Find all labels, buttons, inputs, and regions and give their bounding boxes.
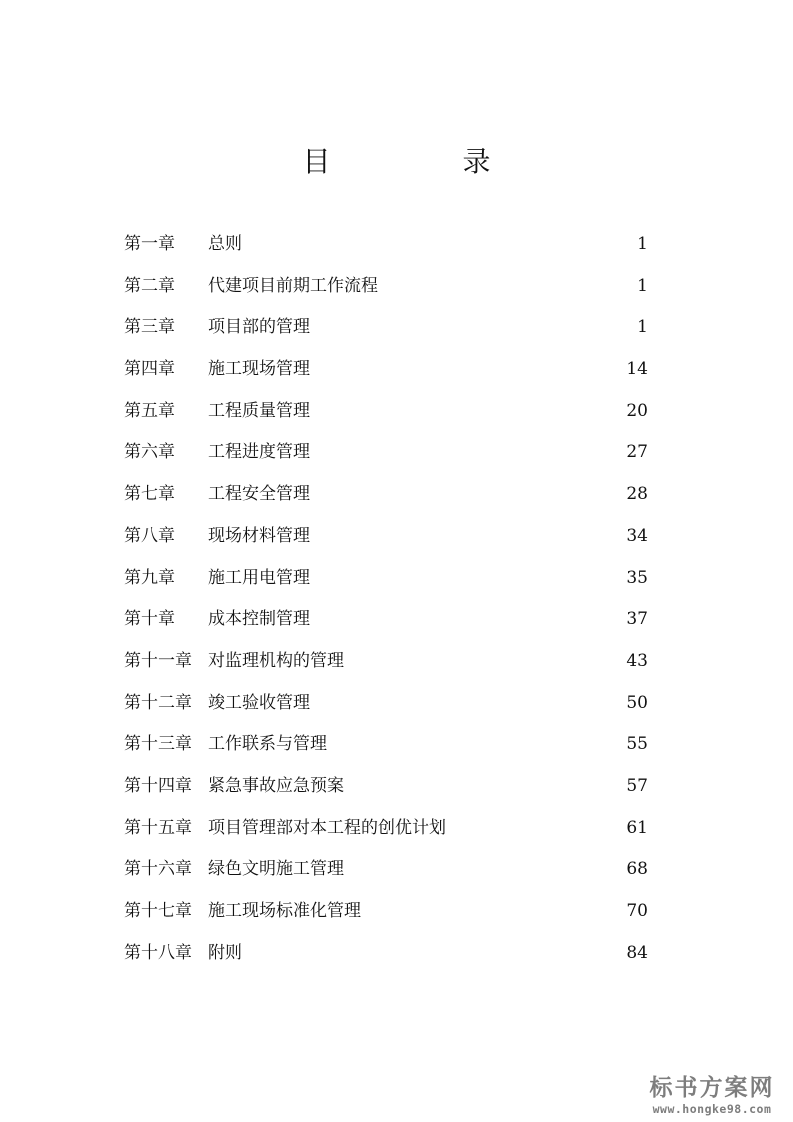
toc-chapter-number: 第十四章: [124, 775, 192, 796]
toc-entry[interactable]: [124, 766, 648, 808]
toc-chapter-number: 第六章: [124, 442, 175, 463]
toc-chapter-title: 紧急事故应急预案: [208, 775, 344, 796]
toc-chapter-title: 工程进度管理: [208, 442, 310, 463]
toc-page-number: 35: [626, 567, 648, 588]
toc-entry[interactable]: [124, 224, 648, 266]
toc-chapter-title: 工作联系与管理: [208, 734, 327, 755]
toc-entry[interactable]: [124, 349, 648, 391]
toc-chapter-title: 项目部的管理: [208, 317, 310, 338]
toc-chapter-title: 对监理机构的管理: [208, 650, 344, 671]
toc-page-number: 1: [637, 275, 648, 296]
toc-page-number: 14: [626, 359, 648, 380]
toc-chapter-title: 绿色文明施工管理: [208, 859, 344, 880]
toc-page-number: 50: [626, 692, 648, 713]
toc-chapter-number: 第五章: [124, 400, 175, 421]
toc-chapter-number: 第二章: [124, 275, 175, 296]
page-title: 目 录: [302, 145, 543, 178]
toc-chapter-number: 第四章: [124, 359, 175, 380]
toc-chapter-title: 代建项目前期工作流程: [208, 275, 378, 296]
toc-chapter-title: 附则: [208, 942, 242, 963]
toc-entry[interactable]: [124, 849, 648, 891]
toc-chapter-number: 第三章: [124, 317, 175, 338]
toc-chapter-title: 工程安全管理: [208, 484, 310, 505]
toc-page-number: 55: [626, 734, 648, 755]
toc-entry[interactable]: [124, 516, 648, 558]
toc-chapter-number: 第十三章: [124, 734, 192, 755]
toc-chapter-number: 第一章: [124, 234, 175, 254]
toc-chapter-title: 施工现场标准化管理: [208, 901, 361, 921]
toc-chapter-number: 第八章: [124, 525, 175, 546]
toc-page-number: 37: [626, 609, 648, 630]
toc-page-number: 70: [626, 901, 648, 921]
toc-page-number: 20: [626, 400, 648, 421]
toc-chapter-number: 第九章: [124, 567, 175, 588]
toc-chapter-number: 第十七章: [124, 901, 192, 921]
toc-entry[interactable]: [124, 891, 648, 933]
toc-page-number: 57: [626, 775, 648, 796]
toc-page-number: 61: [626, 817, 648, 838]
toc-entry[interactable]: [124, 558, 648, 600]
watermark-logo: [639, 1074, 785, 1116]
toc-page-number: 68: [626, 859, 648, 880]
toc-chapter-title: 项目管理部对本工程的创优计划: [208, 817, 446, 838]
toc-page-number: 34: [626, 525, 648, 546]
toc-entry[interactable]: [124, 474, 648, 516]
toc-chapter-number: 第十五章: [124, 817, 192, 838]
toc-page-number: 28: [626, 484, 648, 505]
toc-entry[interactable]: [124, 307, 648, 349]
toc-entry[interactable]: [124, 808, 648, 850]
toc-chapter-title: 成本控制管理: [208, 609, 310, 630]
toc-entry[interactable]: [124, 933, 648, 975]
toc-page-number: 84: [626, 942, 648, 963]
watermark-url: www.hongke98.com: [652, 1102, 772, 1116]
toc-page-number: 1: [637, 317, 648, 338]
toc-chapter-title: 总则: [208, 234, 242, 254]
toc-chapter-number: 第十二章: [124, 692, 192, 713]
toc-entry[interactable]: [124, 599, 648, 641]
toc-entry[interactable]: [124, 432, 648, 474]
toc-entry[interactable]: [124, 266, 648, 308]
toc-chapter-number: 第十六章: [124, 859, 192, 880]
toc-chapter-title: 工程质量管理: [208, 400, 310, 421]
toc-chapter-title: 施工现场管理: [208, 359, 310, 380]
toc-entry[interactable]: [124, 724, 648, 766]
toc-page-number: 43: [626, 650, 648, 671]
toc-chapter-title: 竣工验收管理: [208, 692, 310, 713]
toc-chapter-number: 第十八章: [124, 942, 192, 963]
watermark-name: 标书方案网: [649, 1075, 775, 1101]
toc-page-number: 27: [626, 442, 648, 463]
toc-entry[interactable]: [124, 683, 648, 725]
toc-chapter-number: 第七章: [124, 484, 175, 505]
toc-chapter-title: 施工用电管理: [208, 567, 310, 588]
toc-entry[interactable]: [124, 391, 648, 433]
toc-entry[interactable]: [124, 641, 648, 683]
toc-chapter-number: 第十一章: [124, 650, 192, 671]
toc-chapter-title: 现场材料管理: [208, 525, 310, 546]
table-of-contents: [124, 224, 648, 974]
toc-page-number: 1: [637, 234, 648, 254]
toc-chapter-number: 第十章: [124, 609, 175, 630]
